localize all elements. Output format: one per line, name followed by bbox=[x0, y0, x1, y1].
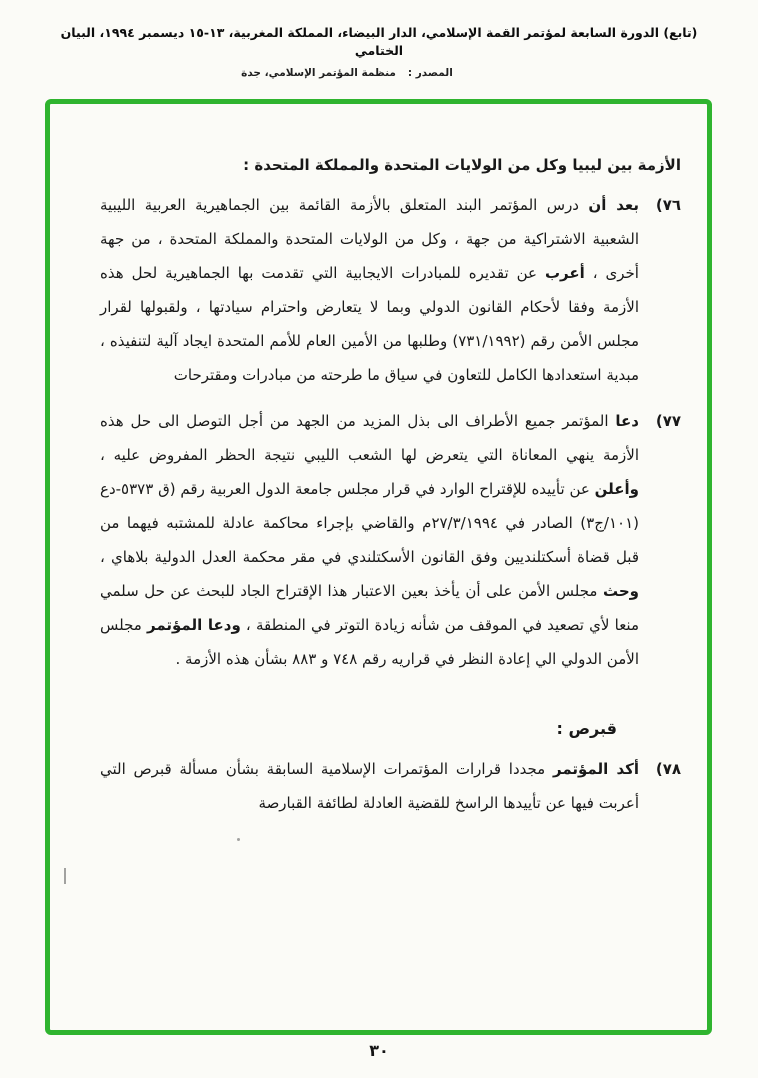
numbered-paragraph bbox=[100, 752, 681, 820]
body-text: المؤتمر جميع الأطراف الى بذل المزيد من الجهد من أجل التوصل الى حل هذه الأزمة ينهي المعاناة التي يتعرض لها الشعب الليبي نتيجة الحظر المفروض عليه ، bbox=[100, 412, 639, 464]
emphasized-text: أعرب bbox=[544, 264, 585, 282]
section-heading: قبرص : bbox=[556, 719, 617, 738]
page-number: ٣٠ bbox=[369, 1041, 389, 1060]
source-value: منظمة المؤتمر الإسلامي، جدة bbox=[241, 67, 396, 79]
emphasized-text: دعا bbox=[615, 412, 639, 430]
paragraph-list bbox=[100, 188, 681, 820]
paragraph-number: ٧٨) bbox=[655, 760, 681, 778]
source-label: المصدر : bbox=[407, 67, 453, 79]
emphasized-text: ودعا المؤتمر bbox=[146, 616, 241, 634]
document-source-line bbox=[0, 67, 726, 79]
content-frame bbox=[45, 99, 712, 1035]
scan-artifact bbox=[64, 868, 66, 884]
document-header bbox=[0, 24, 758, 79]
body-text: مجددا قرارات المؤتمرات الإسلامية السابقة بشأن مسألة قبرص التي أعربت فيها عن تأييدها الراسخ للقضية العادلة لطائفة القبارصة bbox=[100, 760, 639, 812]
emphasized-text: وأعلن bbox=[594, 480, 639, 498]
paragraph-text bbox=[100, 188, 639, 392]
paragraph-text bbox=[100, 752, 639, 820]
body-text: مجلس الأمن الدولي الي إعادة النظر في قراريه رقم ٧٤٨ و ٨٨٣ بشأن هذه الأزمة . bbox=[100, 616, 639, 668]
continued-section-line: الأزمة بين ليبيا وكل من الولايات المتحدة والمملكة المتحدة : bbox=[243, 156, 681, 174]
emphasized-text: وحث bbox=[602, 582, 639, 600]
paragraph-number: ٧٦) bbox=[655, 196, 681, 214]
emphasized-text: أكد المؤتمر bbox=[552, 760, 639, 778]
body-text: درس المؤتمر البند المتعلق بالأزمة القائمة بين الجماهيرية العربية الليبية الشعبية الاشتراكية من جهة ، وكل من الولايات المتحدة والمملكة المتحدة ، من جهة أخرى ، bbox=[100, 196, 639, 282]
body-text: عن تقديره للمبادرات الايجابية التي تقدمت بها الجماهيرية لحل هذه الأزمة وفقا لأحكام القانون الدولي وبما لا يتعارض واحترام سيادتها ، ولقبولها لقرار مجلس الأمن رقم (٧٣١/١٩٩٢) وطلبها من الأمين العام للأمم المتحدة ايجاد آلية لتنفيذه ، مبدية استعدادها الكامل للتعاون في سياق ما طرحته من مبادرات ومقترحات bbox=[100, 264, 639, 384]
paragraph-text bbox=[100, 404, 639, 676]
document-body bbox=[50, 104, 707, 1030]
numbered-paragraph bbox=[100, 188, 681, 392]
body-text: مجلس الأمن على أن يأخذ بعين الاعتبار هذا الإقتراح الجاد للبحث عن حل سلمي منعا لأي تصعيد في الموقف من شأنه زيادة التوتر في المنطقة ، bbox=[100, 582, 639, 634]
numbered-paragraph bbox=[100, 404, 681, 676]
body-text: عن تأييده للإقتراح الوارد في قرار مجلس جامعة الدول العربية رقم (ق ٥٣٧٣-دع (١٠١/ج٣) الصادر في ٢٧/٣/١٩٩٤م والقاضي بإجراء محاكمة عادلة للمشتبه فيهما من قبل قضاة أسكتلنديين وفق القانون الأسكتلندي في مقر محكمة العدل الدولية بلاهاي ، bbox=[100, 480, 639, 566]
emphasized-text: بعد أن bbox=[588, 196, 639, 214]
document-title: (تابع) الدورة السابعة لمؤتمر القمة الإسلامي، الدار البيضاء، المملكة المغربية، ١٣-١٥ ديسمبر ١٩٩٤، البيان الختامي bbox=[60, 25, 698, 58]
paragraph-number: ٧٧) bbox=[655, 412, 681, 430]
scan-artifact bbox=[237, 838, 240, 841]
